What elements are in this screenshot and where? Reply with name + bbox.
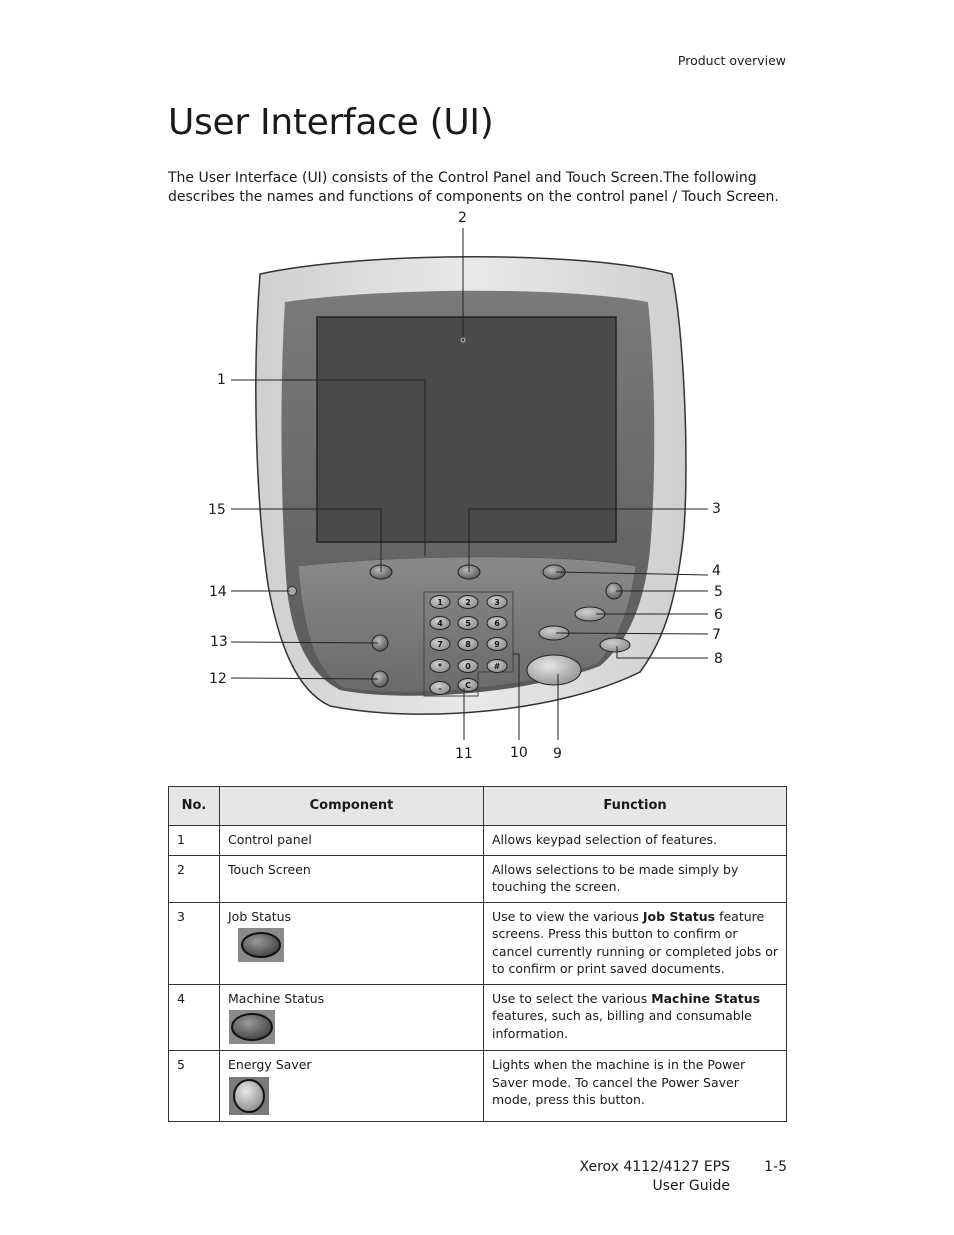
oval-dark-button-icon — [229, 1010, 275, 1044]
row-function: Use to view the various Job Status feature screens. Press this button to confirm or cancel currently running or completed jobs or to confirm or print saved documents. — [484, 902, 787, 984]
keypad-key[interactable] — [458, 638, 478, 651]
oval-dark-button-icon — [238, 928, 284, 962]
keypad-key-label: 1 — [437, 598, 443, 607]
table-header-row — [169, 787, 787, 826]
row-no: 3 — [169, 902, 220, 984]
row-component: Job Status — [228, 908, 292, 924]
panel-button-8 — [600, 638, 630, 652]
callout-2: 2 — [458, 210, 467, 226]
row-function: Use to select the various Machine Status features, such as, billing and consumable information. — [484, 984, 787, 1051]
table-row — [169, 984, 787, 1051]
row-no: 4 — [169, 984, 220, 1051]
keypad-key-label: 0 — [465, 662, 471, 671]
keypad-key[interactable] — [487, 660, 507, 673]
keypad-key[interactable] — [458, 679, 478, 692]
keypad-key[interactable] — [458, 660, 478, 673]
callout-7: 7 — [712, 627, 721, 643]
row-no: 2 — [169, 855, 220, 902]
keypad-key[interactable] — [487, 617, 507, 630]
footer-product: Xerox 4112/4127 EPS — [579, 1159, 730, 1175]
header-no: No. — [169, 787, 220, 826]
keypad-key-label: – — [438, 684, 442, 693]
callout-12: 12 — [209, 671, 227, 687]
row-component: Touch Screen — [220, 855, 484, 902]
footer-page-number: 1-5 — [764, 1159, 787, 1175]
callout-13: 13 — [210, 634, 228, 650]
keypad-key-label: 2 — [465, 598, 471, 607]
row-component: Energy Saver — [228, 1057, 312, 1072]
table-row — [169, 855, 787, 902]
keypad-key[interactable] — [430, 682, 450, 695]
keypad-key-label: 6 — [494, 619, 500, 628]
callout-8: 8 — [714, 651, 723, 667]
table-row — [169, 1051, 787, 1122]
keypad-key-label: 4 — [437, 619, 443, 628]
header-function: Function — [484, 787, 787, 826]
control-panel-figure — [0, 205, 954, 775]
keypad-key-label: 3 — [494, 598, 500, 607]
row-no: 1 — [169, 826, 220, 856]
callout-11: 11 — [455, 746, 473, 762]
row-component-cell — [220, 902, 484, 984]
round-light-button-icon — [229, 1077, 269, 1115]
keypad-key[interactable] — [430, 617, 450, 630]
components-table — [168, 786, 787, 1122]
callout-15: 15 — [208, 502, 226, 518]
row-component-cell — [220, 984, 484, 1051]
callout-6: 6 — [714, 607, 723, 623]
keypad-key-label: # — [493, 662, 501, 671]
keypad-key-label: 9 — [494, 640, 500, 649]
callout-10: 10 — [510, 745, 528, 761]
intro-paragraph: The User Interface (UI) consists of the Control Panel and Touch Screen.The following describes the names and functions of components on the control panel / Touch Screen. — [168, 170, 779, 205]
footer-guide: User Guide — [652, 1178, 730, 1194]
callout-9: 9 — [553, 746, 562, 762]
row-component-cell — [220, 1051, 484, 1122]
row-function: Lights when the machine is in the Power Saver mode. To cancel the Power Saver mode, press this button. — [484, 1051, 787, 1122]
table-row — [169, 826, 787, 856]
callout-5: 5 — [714, 584, 723, 600]
keypad-key[interactable] — [487, 596, 507, 609]
page-footer — [560, 1158, 787, 1196]
row-function: Allows keypad selection of features. — [484, 826, 787, 856]
callout-3: 3 — [712, 501, 721, 517]
keypad-key-label: * — [437, 662, 443, 671]
running-header: Product overview — [677, 53, 786, 68]
touch-screen — [317, 317, 616, 542]
keypad-key-label: C — [465, 681, 471, 690]
keypad-key[interactable] — [458, 596, 478, 609]
row-component: Control panel — [220, 826, 484, 856]
row-component: Machine Status — [228, 990, 325, 1006]
keypad-key[interactable] — [430, 638, 450, 651]
callout-4: 4 — [712, 563, 721, 579]
keypad-key-label: 5 — [465, 619, 471, 628]
keypad-key[interactable] — [458, 617, 478, 630]
row-no: 5 — [169, 1051, 220, 1122]
keypad-key[interactable] — [487, 638, 507, 651]
row-function: Allows selections to be made simply by touching the screen. — [484, 855, 787, 902]
start-button — [527, 655, 581, 685]
keypad-key-label: 8 — [465, 640, 471, 649]
page-title: User Interface (UI) — [168, 102, 494, 143]
keypad-key[interactable] — [430, 660, 450, 673]
callout-1: 1 — [217, 372, 226, 388]
table-row — [169, 902, 787, 984]
keypad-key-label: 7 — [437, 640, 443, 649]
header-component: Component — [220, 787, 484, 826]
callout-14: 14 — [209, 584, 227, 600]
keypad-key[interactable] — [430, 596, 450, 609]
